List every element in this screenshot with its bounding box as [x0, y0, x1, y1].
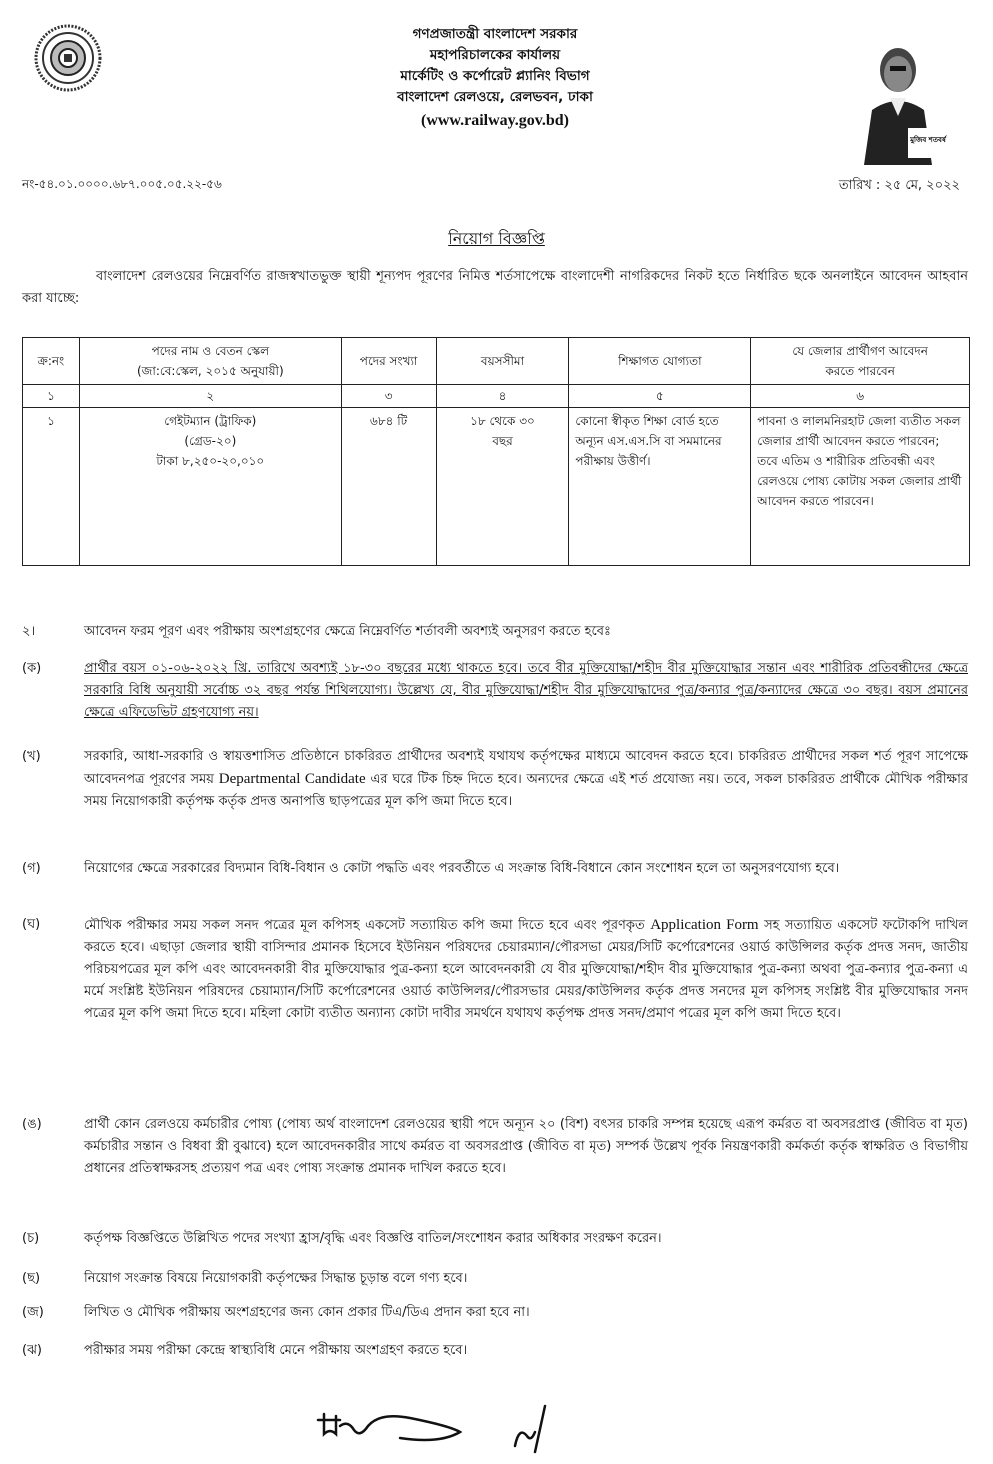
header-website: (www.railway.gov.bd): [420, 112, 569, 129]
post-name: গেইটম্যান (ট্রাফিক): [164, 414, 257, 428]
cell-education: কোনো স্বীকৃত শিক্ষা বোর্ড হতে অন্যূন এস.এস.সি বা সমমানের পরীক্ষায় উত্তীর্ণ।: [569, 408, 751, 566]
header-age: বয়সসীমা: [436, 338, 569, 385]
column-number: ২: [79, 385, 341, 408]
clause-gha-text-before: মৌখিক পরীক্ষার সময় সকল সনদ পত্রের মূল কপিসহ একসেট সত্যায়িত কপি জমা দিতে হবে এবং পূরণকৃত: [84, 918, 645, 933]
clause-label: (চ): [22, 1231, 40, 1246]
age-line1: ১৮ থেকে ৩০: [470, 414, 535, 428]
header-post-line1: পদের নাম ও বেতন স্কেল: [151, 344, 270, 358]
clause-kha-text-before: সরকারি, আধা-সরকারি ও স্বায়ত্তশাসিত প্রতিষ্ঠানে চাকরিরত প্রার্থীদের অবশ্যই যথাযথ কর্তৃপক্ষের মাধ্যমে আবেদন করতে হবে। চাকরিরত প্রার্থীদের সকল শর্ত পূরণ সাপেক্ষে আবেদনপত্র পূরণের সময়: [84, 749, 968, 787]
header-district-line2: করতে পারবেন: [825, 364, 895, 378]
header-district: [751, 338, 970, 385]
clause-gha-text-after: সহ সত্যায়িত একসেট ফটোকপি দাখিল করতে হবে। এছাড়া জেলার স্থায়ী বাসিন্দার প্রমানক হিসেবে ইউনিয়ন পরিষদের চেয়ারম্যান/পৌরসভা মেয়র/সিটি কর্পোরেশনের ওয়ার্ড কাউন্সিলর কর্তৃক প্রদত্ত সনদ, জাতীয় পরিচয়পত্রের মূল কপি এবং আবেদনকারী বীর মুক্তিযোদ্ধার পুত্র-কন্যা হলে আবেদনকারী যে বীর মুক্তিযোদ্ধা/শহীদ বীর মুক্তিযোদ্ধার পুত্র-কন্যা অথবা পুত্র-কন্যার পুত্র-কন্যা এ মর্মে সংশ্লিষ্ট ইউনিয়ন পরিষদের চেয়াম্যান/সিটি কর্পোরেশনের ওয়ার্ড কাউন্সিলর/পৌরসভার মেয়র/কাউন্সিলর কর্তৃক প্রদত্ত সনদের মূল কপিসহ সংশ্লিষ্ট বীর মুক্তিযোদ্ধার সনদ পত্রের মূল কপি জমা দিতে হবে। মহিলা কোটা ব্যতীত অন্যান্য কোটা দাবীর সমর্থনে যথাযথ কর্তৃপক্ষ প্রদত্ত সনদ/প্রমাণ পত্রের মূল কপি জমা দিতে হবে।: [84, 918, 968, 1021]
clause-ka-text: প্রার্থীর বয়স ০১-০৬-২০২২ খ্রি. তারিখে অবশ্যই ১৮-৩০ বছরের মধ্যে থাকতে হবে। তবে বীর মুক্তিযোদ্ধা/শহীদ বীর মুক্তিযোদ্ধার সন্তান এবং শারীরিক প্রতিবন্ধীদের ক্ষেত্রে সরকারি বিধি অনুযায়ী সর্বোচ্চ ৩২ বছর পর্যন্ত শিথিলযোগ্য। উল্লেখ্য যে, বীর মুক্তিযোদ্ধা/শহীদ বীর মুক্তিযোদ্ধাদের পুত্র/কন্যার পুত্র/কন্যাদের ক্ষেত্রে ৩০ বছর। বয়স প্রমানের ক্ষেত্রে এফিডেভিট গ্রহণযোগ্য নয়।: [84, 661, 968, 720]
clause-label: (ক): [22, 661, 42, 676]
departmental-candidate-term: Departmental Candidate: [218, 771, 366, 787]
header-education: শিক্ষাগত যোগ্যতা: [569, 338, 751, 385]
header-office: মহাপরিচালকের কার্যালয়: [429, 47, 561, 63]
cell-district: পাবনা ও লালমনিরহাট জেলা ব্যতীত সকল জেলার প্রার্থী আবেদন করতে পারবেন; তবে এতিম ও শারীরিক প্রতিবন্ধী এবং রেলওয়ে পোষ্য কোটায় সকল জেলার প্রার্থী আবেদন করতে পারবেন।: [751, 408, 970, 566]
clause-label: (গ): [22, 861, 41, 876]
clause-gha-text: [84, 914, 968, 1025]
signature-1: [310, 1400, 470, 1450]
clause-kha-text-after: এর ঘরে টিক চিহ্ন দিতে হবে। অন্যদের ক্ষেত্রে এই শর্ত প্রযোজ্য নয়। তবে, সকল চাকরিরত প্রার্থীকে মৌখিক পরীক্ষার সময় নিয়োগকারী কর্তৃপক্ষ কর্তৃক প্রদত্ত অনাপত্তি ছাড়পত্রের মূল কপি জমা দিতে হবে।: [84, 772, 968, 809]
header-department: মার্কেটিং ও কর্পোরেট প্ল্যানিং বিভাগ: [400, 68, 590, 84]
clause-cha: [22, 1228, 968, 1252]
mujib-logo-text: মুজিব শতবর্ষ: [910, 136, 946, 144]
notice-title: নিয়োগ বিজ্ঞপ্তি: [448, 229, 545, 248]
clause-umo-text: প্রার্থী কোন রেলওয়ে কর্মচারীর পোষ্য (পোষ্য অর্থ বাংলাদেশ রেলওয়ের স্থায়ী পদে অন্যূন ২০ (বিশ) বৎসর চাকরি সম্পন্ন হয়েছে এরূপ কর্মরত বা অবসরপ্রাপ্ত (জীবিত বা মৃত) কর্মচারীর সন্তান ও বিধবা স্ত্রী বুঝাবে) হলে আবেদনকারীর সাথে কর্মরত বা অবসরপ্রাপ্ত (জীবিত বা মৃত) সম্পর্ক উল্লেখ পূর্বক নিয়ন্ত্রণকারী কর্মকর্তা কর্তৃক স্বাক্ষরিত ও বিভাগীয় প্রধানের প্রতিস্বাক্ষরসহ প্রত্যয়ণ পত্র এবং পোষ্য সংক্রান্ত প্রমানক দাখিল করতে হবে।: [84, 1117, 968, 1176]
column-number: ৫: [569, 385, 751, 408]
clause-ga-text: নিয়োগের ক্ষেত্রে সরকারের বিদ্যমান বিধি-বিধান ও কোটা পদ্ধতি এবং পরবর্তীতে এ সংক্রান্ত বিধি-বিধানে কোন সংশোধন হলে তা অনুসরণযোগ্য হবে।: [84, 861, 840, 876]
clause-ja: [22, 1302, 968, 1326]
clause-ka: [22, 658, 968, 738]
cell-count: ৬৮৪ টি: [341, 408, 436, 566]
cell-serial: ১: [23, 408, 80, 566]
table-header-row: [23, 338, 970, 385]
cell-age: [436, 408, 569, 566]
header-address: বাংলাদেশ রেলওয়ে, রেলভবন, ঢাকা: [397, 89, 593, 105]
clause-label: (ঝ): [22, 1343, 42, 1358]
section-2-text: আবেদন ফরম পূরণ এবং পরীক্ষায় অংশগ্রহণের ক্ষেত্রে নিম্নেবর্ণিত শর্তাবলী অবশ্যই অনুসরণ করতে হবেঃ: [84, 624, 611, 639]
intro-paragraph: বাংলাদেশ রেলওয়ের নিম্নেবর্ণিত রাজস্বখাতভুক্ত স্থায়ী শূন্যপদ পূরণের নিমিত্ত শর্তসাপেক্ষে বাংলাদেশী নাগরিকদের নিকট হতে নির্ধারিত ছকে অনলাইনে আবেদন আহবান করা যাচ্ছে:: [22, 269, 968, 306]
government-seal-icon: [34, 24, 102, 92]
clause-kha: [22, 746, 968, 846]
column-number: ৪: [436, 385, 569, 408]
table-row: [23, 408, 970, 566]
notice-date: তারিখ : ২৫ মে, ২০২২: [838, 178, 960, 193]
header-govt: গণপ্রজাতন্ত্রী বাংলাদেশ সরকার: [412, 26, 578, 42]
letterhead: [250, 24, 740, 131]
column-number: ৬: [751, 385, 970, 408]
header-count: পদের সংখ্যা: [341, 338, 436, 385]
post-grade: (গ্রেড-২০): [184, 434, 237, 448]
clause-label: (খ): [22, 749, 41, 764]
section-2: [22, 621, 968, 645]
clause-chha: [22, 1268, 968, 1292]
clause-kha-text: [84, 746, 968, 813]
clause-jha: [22, 1340, 968, 1364]
section-2-label: ২।: [22, 624, 36, 639]
clause-label: (ঙ): [22, 1117, 42, 1132]
clause-umo: [22, 1114, 968, 1214]
header-post: [79, 338, 341, 385]
vacancy-table: [22, 337, 970, 566]
clause-chha-text: নিয়োগ সংক্রান্ত বিষয়ে নিয়োগকারী কর্তৃপক্ষের সিদ্ধান্ত চূড়ান্ত বলে গণ্য হবে।: [84, 1271, 468, 1286]
signature-2: [505, 1396, 565, 1456]
clause-label: (জ): [22, 1305, 44, 1320]
mujib-centenary-portrait: [850, 40, 950, 165]
age-line2: বছর: [492, 434, 513, 448]
header-serial: ক্র:নং: [23, 338, 80, 385]
application-form-term: Application Form: [650, 917, 759, 933]
clause-label: (ছ): [22, 1271, 41, 1286]
clause-gha: [22, 914, 968, 1104]
header-post-line2: (জা:বে:স্কেল, ২০১৫ অনুযায়ী): [136, 364, 284, 378]
clause-cha-text: কর্তৃপক্ষ বিজ্ঞপ্তিতে উল্লিখিত পদের সংখ্যা হ্রাস/বৃদ্ধি এবং বিজ্ঞপ্তি বাতিল/সংশোধন করার অধিকার সংরক্ষণ করেন।: [84, 1231, 662, 1246]
clause-jha-text: পরীক্ষার সময় পরীক্ষা কেন্দ্রে স্বাস্থ্যবিধি মেনে পরীক্ষায় অংশগ্রহণ করতে হবে।: [84, 1343, 468, 1358]
clause-label: (ঘ): [22, 917, 41, 932]
column-number: ৩: [341, 385, 436, 408]
clause-ja-text: লিখিত ও মৌখিক পরীক্ষায় অংশগ্রহণের জন্য কোন প্রকার টিএ/ডিএ প্রদান করা হবে না।: [84, 1305, 530, 1320]
post-pay-scale: টাকা ৮,২৫০-২০,০১০: [156, 454, 265, 468]
column-number-row: [23, 385, 970, 408]
cell-post: [79, 408, 341, 566]
memo-number: নং-৫৪.০১.০০০০.৬৮৭.০০৫.০৫.২২-৫৬: [22, 177, 222, 191]
clause-ga: [22, 858, 968, 908]
column-number: ১: [23, 385, 80, 408]
header-district-line1: যে জেলার প্রার্থীগণ আবেদন: [792, 344, 928, 358]
